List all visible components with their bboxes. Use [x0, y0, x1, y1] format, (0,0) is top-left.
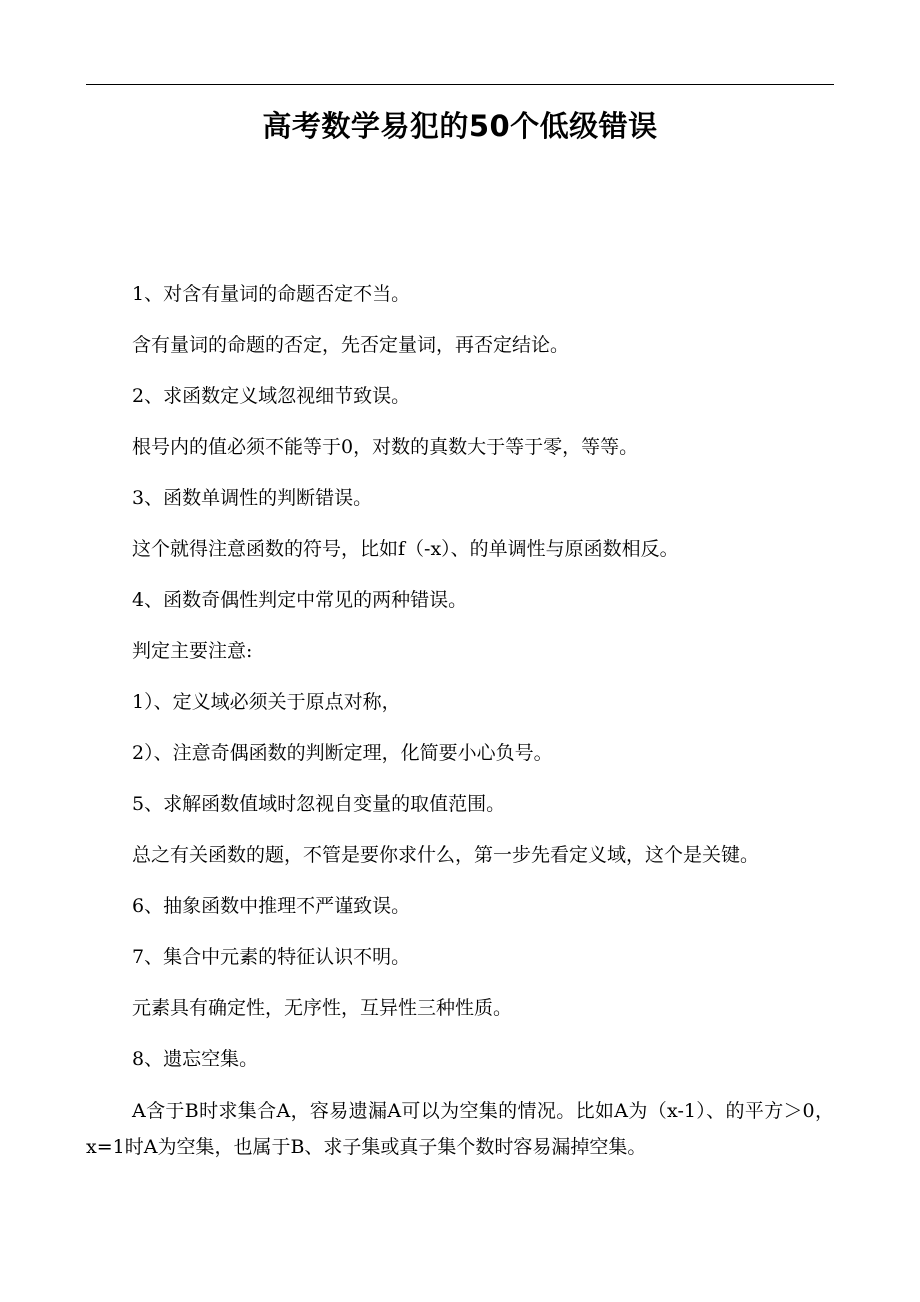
paragraph-heading-3: 3、函数单调性的判断错误。: [132, 487, 373, 509]
paragraph-heading-2: 2、求函数定义域忽视细节致误。: [132, 385, 411, 407]
paragraph-heading-4: 4、函数奇偶性判定中常见的两种错误。: [132, 589, 468, 611]
paragraph-body-5: 总之有关函数的题，不管是要你求什么，第一步先看定义域，这个是关键。: [132, 844, 760, 866]
paragraph-body-7: 元素具有确定性，无序性，互异性三种性质。: [132, 997, 513, 1019]
document-title: 高考数学易犯的50个低级错误: [262, 109, 658, 143]
paragraph-heading-7: 7、集合中元素的特征认识不明。: [132, 946, 411, 968]
paragraph-body-4b: 1）、定义域必须关于原点对称，: [132, 691, 401, 713]
paragraph-heading-8: 8、遗忘空集。: [132, 1048, 259, 1070]
paragraph-heading-1: 1、对含有量词的命题否定不当。: [132, 283, 411, 305]
header-rule: [86, 84, 834, 85]
paragraph-body-2: 根号内的值必须不能等于0，对数的真数大于等于零，等等。: [132, 436, 639, 458]
paragraph-heading-6: 6、抽象函数中推理不严谨致误。: [132, 895, 411, 917]
paragraph-body-4c: 2）、注意奇偶函数的判断定理，化简要小心负号。: [132, 742, 553, 764]
paragraph-body-4a: 判定主要注意:: [132, 640, 253, 662]
paragraph-heading-5: 5、求解函数值域时忽视自变量的取值范围。: [132, 793, 506, 815]
paragraph-body-8: A含于B时求集合A，容易遗漏A可以为空集的情况。比如A为（x-1）、的平方＞0，x=1时A为空集，也属于B、求子集或真子集个数时容易漏掉空集。: [86, 1100, 834, 1158]
paragraph-body-1: 含有量词的命题的否定，先否定量词，再否定结论。: [132, 334, 570, 356]
paragraph-body-3: 这个就得注意函数的符号，比如f（-x）、的单调性与原函数相反。: [132, 538, 679, 560]
